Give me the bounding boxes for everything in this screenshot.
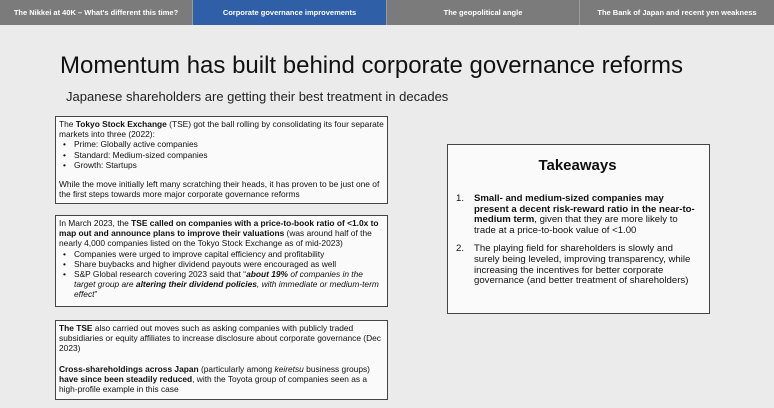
measures-list	[59, 249, 384, 300]
tab-bank-of-japan[interactable]: The Bank of Japan and recent yen weakness	[597, 8, 757, 17]
slide-subtitle: Japanese shareholders are getting their best treatment in decades	[66, 89, 449, 104]
takeaway-item-2: 2. The playing field for shareholders is slowly and surely being leveled, improving transparency, while increasing the incentives for better corporate governance (and better treatment of shareholders)	[456, 243, 691, 287]
tse-restructuring-box	[55, 116, 388, 204]
tab-nikkei-40k[interactable]: The Nikkei at 40K – What's different this time?	[0, 0, 193, 25]
tab-corporate-governance[interactable]: Corporate governance improvements	[193, 0, 387, 25]
takeaways-title: Takeaways	[538, 157, 617, 174]
slide-title: Momentum has built behind corporate governance reforms	[60, 52, 683, 79]
box1-closing: While the move initially left many scratching their heads, it has proven to be just one of the first steps towards more major corporate governance reforms	[59, 179, 380, 200]
market-list	[59, 139, 384, 170]
ptb-ratio-box	[55, 215, 388, 307]
takeaway-item-1: 1. Small- and medium-sized companies may present a decent risk-reward ratio in the near-to-medium term, given that they are more likely to trade at a price-to-book value of <1.00	[456, 193, 695, 236]
box1-intro: The Tokyo Stock Exchange (TSE) got the ball rolling by consolidating its four separate markets into three (2022):	[59, 119, 384, 140]
list-item: • Prime: Globally active companies	[59, 139, 384, 149]
takeaways-box	[447, 144, 710, 314]
box3-para2: Cross-shareholdings across Japan (particularly among keiretsu business groups) have since been steadily reduced, with the Toyota group of companies seen as a high-profile example in this case	[59, 363, 370, 395]
tab-bar	[0, 0, 774, 25]
list-item: • Standard: Medium-sized companies	[59, 150, 384, 160]
cross-shareholdings-box	[55, 320, 388, 400]
box2-intro: In March 2023, the TSE called on companies with a price-to-book ratio of <1.0x to map out and announce plans to improve their valuations (was around half of the nearly 4,000 companies listed on the Tokyo Stock Exchange as of mid-2023)	[59, 218, 379, 249]
box3-para1: The TSE also carried out moves such as asking companies with publicly traded subsidiaries or equity affiliates to increase disclosure about corporate governance (Dec 2023)	[59, 323, 381, 354]
list-item: • Growth: Startups	[59, 160, 384, 170]
list-item: • Share buybacks and higher dividend payouts were encouraged as well	[59, 259, 384, 269]
list-item: • S&P Global research covering 2023 said that “about 19% of companies in the target group are altering their dividend policies, with immediate or medium-term effect”	[59, 269, 384, 300]
list-item: • Companies were urged to improve capital efficiency and profitability	[59, 249, 384, 259]
tab-geopolitical-angle[interactable]: The geopolitical angle	[387, 0, 580, 25]
